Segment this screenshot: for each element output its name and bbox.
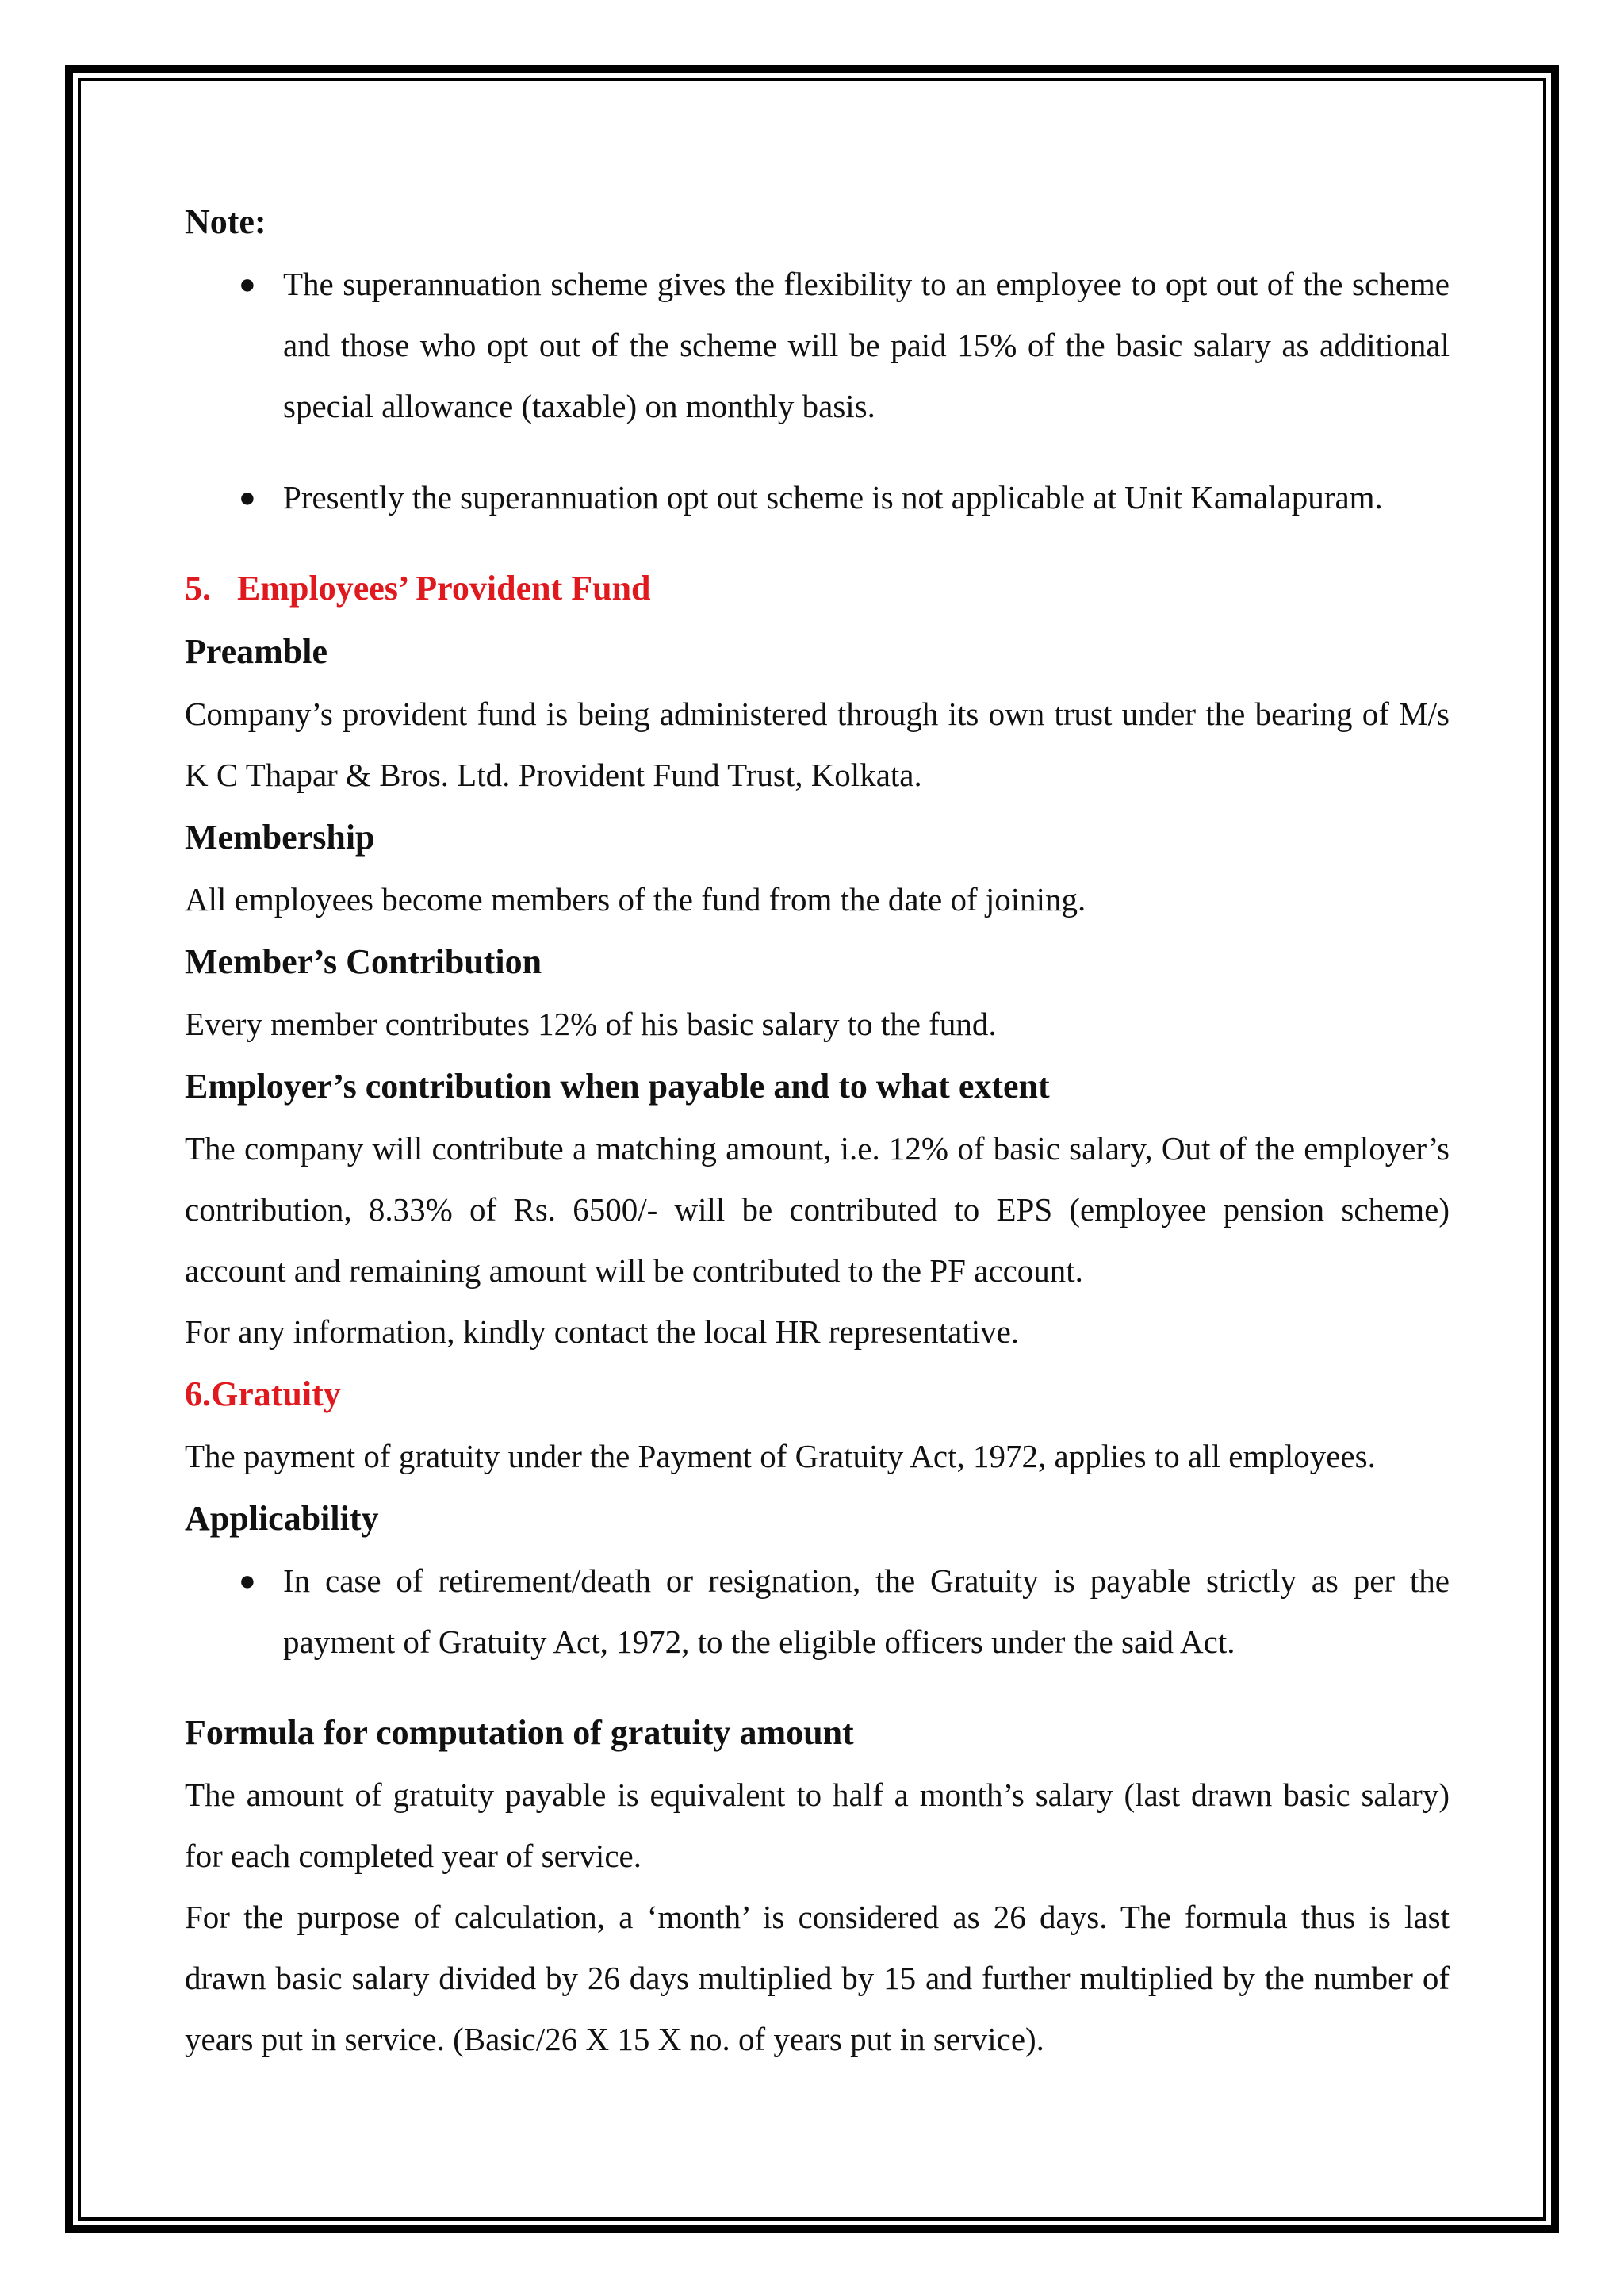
applicability-bullet-text: In case of retirement/death or resignation, the Gratuity is payable strictly as per the payment of Gratuity Act, 1972, to the eligible officers under the said Act. [283, 1562, 1450, 1660]
member-contribution-text: Every member contributes 12% of his basic salary to the fund. [185, 1006, 997, 1042]
gratuity-intro-text: The payment of gratuity under the Payment of Gratuity Act, 1972, applies to all employees. [185, 1438, 1376, 1474]
member-contribution-heading: Member’s Contribution [185, 942, 542, 981]
note-bullet-text: Presently the superannuation opt out scheme is not applicable at Unit Kamalapuram. [283, 479, 1383, 516]
section-6-heading: 6.Gratuity [185, 1374, 341, 1413]
note-heading: Note: [185, 202, 266, 241]
applicability-bullet-item [185, 1550, 1450, 1673]
contact-text: For any information, kindly contact the local HR representative. [185, 1313, 1020, 1350]
formula-heading: Formula for computation of gratuity amount [185, 1713, 854, 1752]
note-bullet-text: The superannuation scheme gives the flexibility to an employee to opt out of the scheme and those who opt out of the scheme will be paid 15% of the basic salary as additional special allowance (taxable) on monthly basis. [283, 266, 1450, 424]
preamble-heading: Preamble [185, 632, 328, 671]
employer-contribution-text: The company will contribute a matching amount, i.e. 12% of basic salary, Out of the employer’s contribution, 8.33% of Rs. 6500/- will be contributed to EPS (employee pension scheme) account and remaining amount will be contributed to the PF account. [185, 1130, 1450, 1289]
membership-text: All employees become members of the fund from the date of joining. [185, 881, 1086, 918]
formula-text-2: For the purpose of calculation, a ‘month’ is considered as 26 days. The formula thus is last drawn basic salary divided by 26 days multiplied by 15 and further multiplied by the number of years put in service. (Basic/26 X 15 X no. of years put in service). [185, 1899, 1450, 2057]
section-5-heading: 5. Employees’ Provident Fund [185, 569, 651, 608]
applicability-bullet-list [185, 1550, 1450, 1673]
bullet-icon: ● [239, 481, 256, 513]
formula-text-1: The amount of gratuity payable is equivalent to half a month’s salary (last drawn basic salary) for each completed year of service. [185, 1777, 1450, 1874]
document-content [185, 190, 1450, 2070]
note-bullet-item [185, 467, 1450, 528]
bullet-icon: ● [239, 1565, 256, 1596]
preamble-text: Company’s provident fund is being administered through its own trust under the bearing of M/s K C Thapar & Bros. Ltd. Provident Fund Trust, Kolkata. [185, 696, 1450, 793]
note-bullet-item [185, 254, 1450, 437]
note-bullet-list [185, 254, 1450, 528]
employer-contribution-heading: Employer’s contribution when payable and to what extent [185, 1067, 1050, 1106]
membership-heading: Membership [185, 818, 375, 857]
bullet-icon: ● [239, 268, 256, 300]
applicability-heading: Applicability [185, 1499, 379, 1538]
